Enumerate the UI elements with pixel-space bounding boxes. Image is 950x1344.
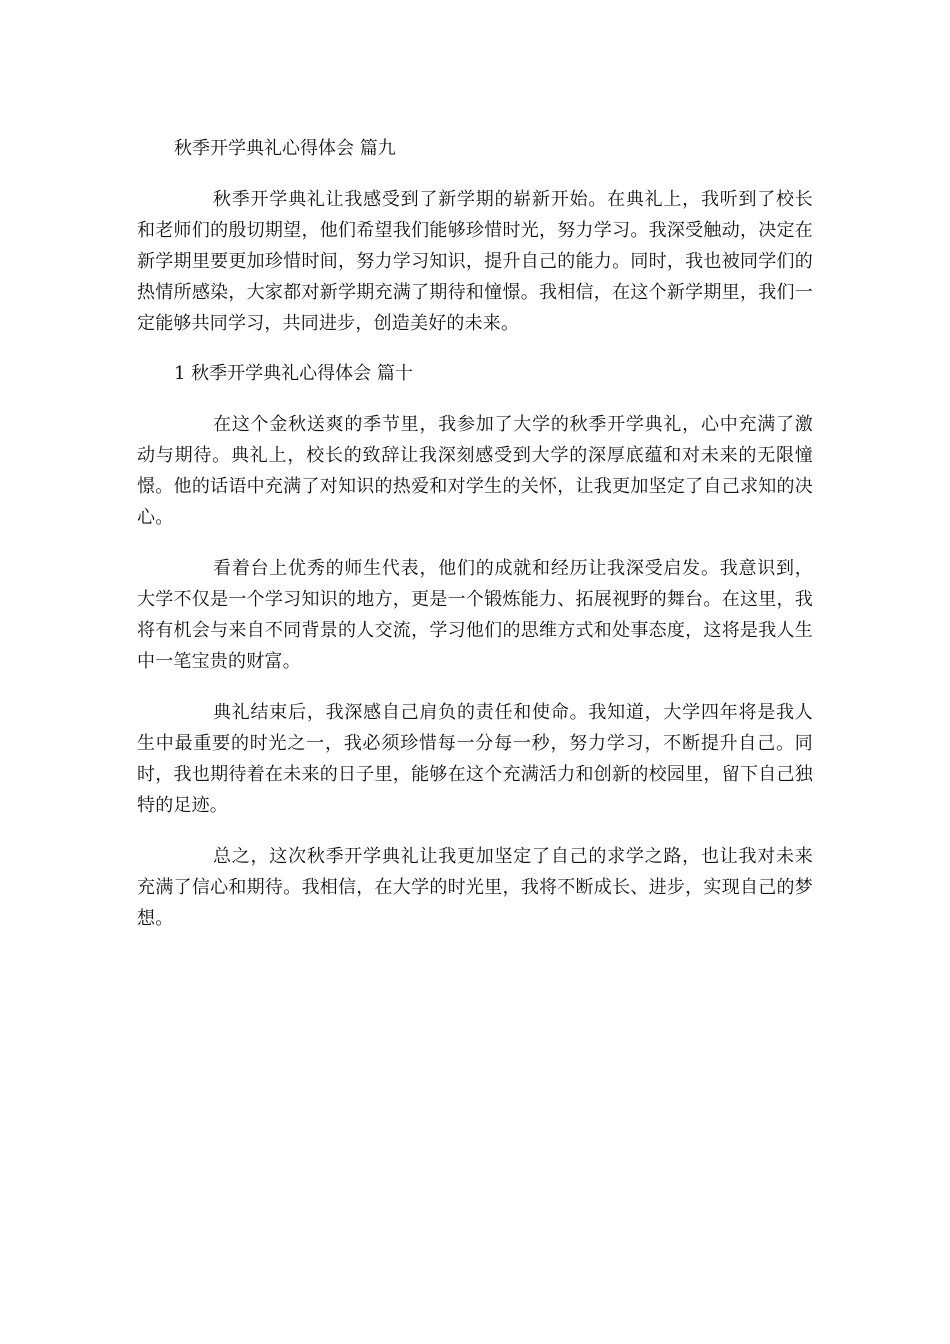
section-9 — [137, 134, 813, 339]
section-heading: 1 秋季开学典礼心得体会 篇十 — [174, 363, 413, 384]
document-body — [137, 134, 813, 954]
section-10 — [137, 359, 813, 934]
paragraph: 总之，这次秋季开学典礼让我更加坚定了自己的求学之路，也让我对未来充满了信心和期待。我相信，在大学的时光里，我将不断成长、进步，实现自己的梦想。 — [137, 846, 813, 929]
paragraph: 典礼结束后，我深感自己肩负的责任和使命。我知道，大学四年将是我人生中最重要的时光之一，我必须珍惜每一分每一秒，努力学习，不断提升自己。同时，我也期待着在未来的日子里，能够在这个充满活力和创新的校园里，留下自己独特的足迹。 — [137, 702, 813, 816]
paragraph: 看着台上优秀的师生代表，他们的成就和经历让我深受启发。我意识到，大学不仅是一个学习知识的地方，更是一个锻炼能力、拓展视野的舞台。在这里，我将有机会与来自不同背景的人交流，学习他们的思维方式和处事态度，这将是我人生中一笔宝贵的财富。 — [137, 558, 813, 672]
paragraph: 在这个金秋送爽的季节里，我参加了大学的秋季开学典礼，心中充满了激动与期待。典礼上，校长的致辞让我深刻感受到大学的深厚底蕴和对未来的无限憧憬。他的话语中充满了对知识的热爱和对学生的关怀，让我更加坚定了自己求知的决心。 — [137, 414, 813, 528]
paragraph: 秋季开学典礼让我感受到了新学期的崭新开始。在典礼上，我听到了校长和老师们的殷切期望，他们希望我们能够珍惜时光，努力学习。我深受触动，决定在新学期里要更加珍惜时间，努力学习知识，提升自己的能力。同时，我也被同学们的热情所感染，大家都对新学期充满了期待和憧憬。我相信，在这个新学期里，我们一定能够共同学习，共同进步，创造美好的未来。 — [137, 189, 813, 334]
section-heading: 秋季开学典礼心得体会 篇九 — [174, 138, 396, 159]
